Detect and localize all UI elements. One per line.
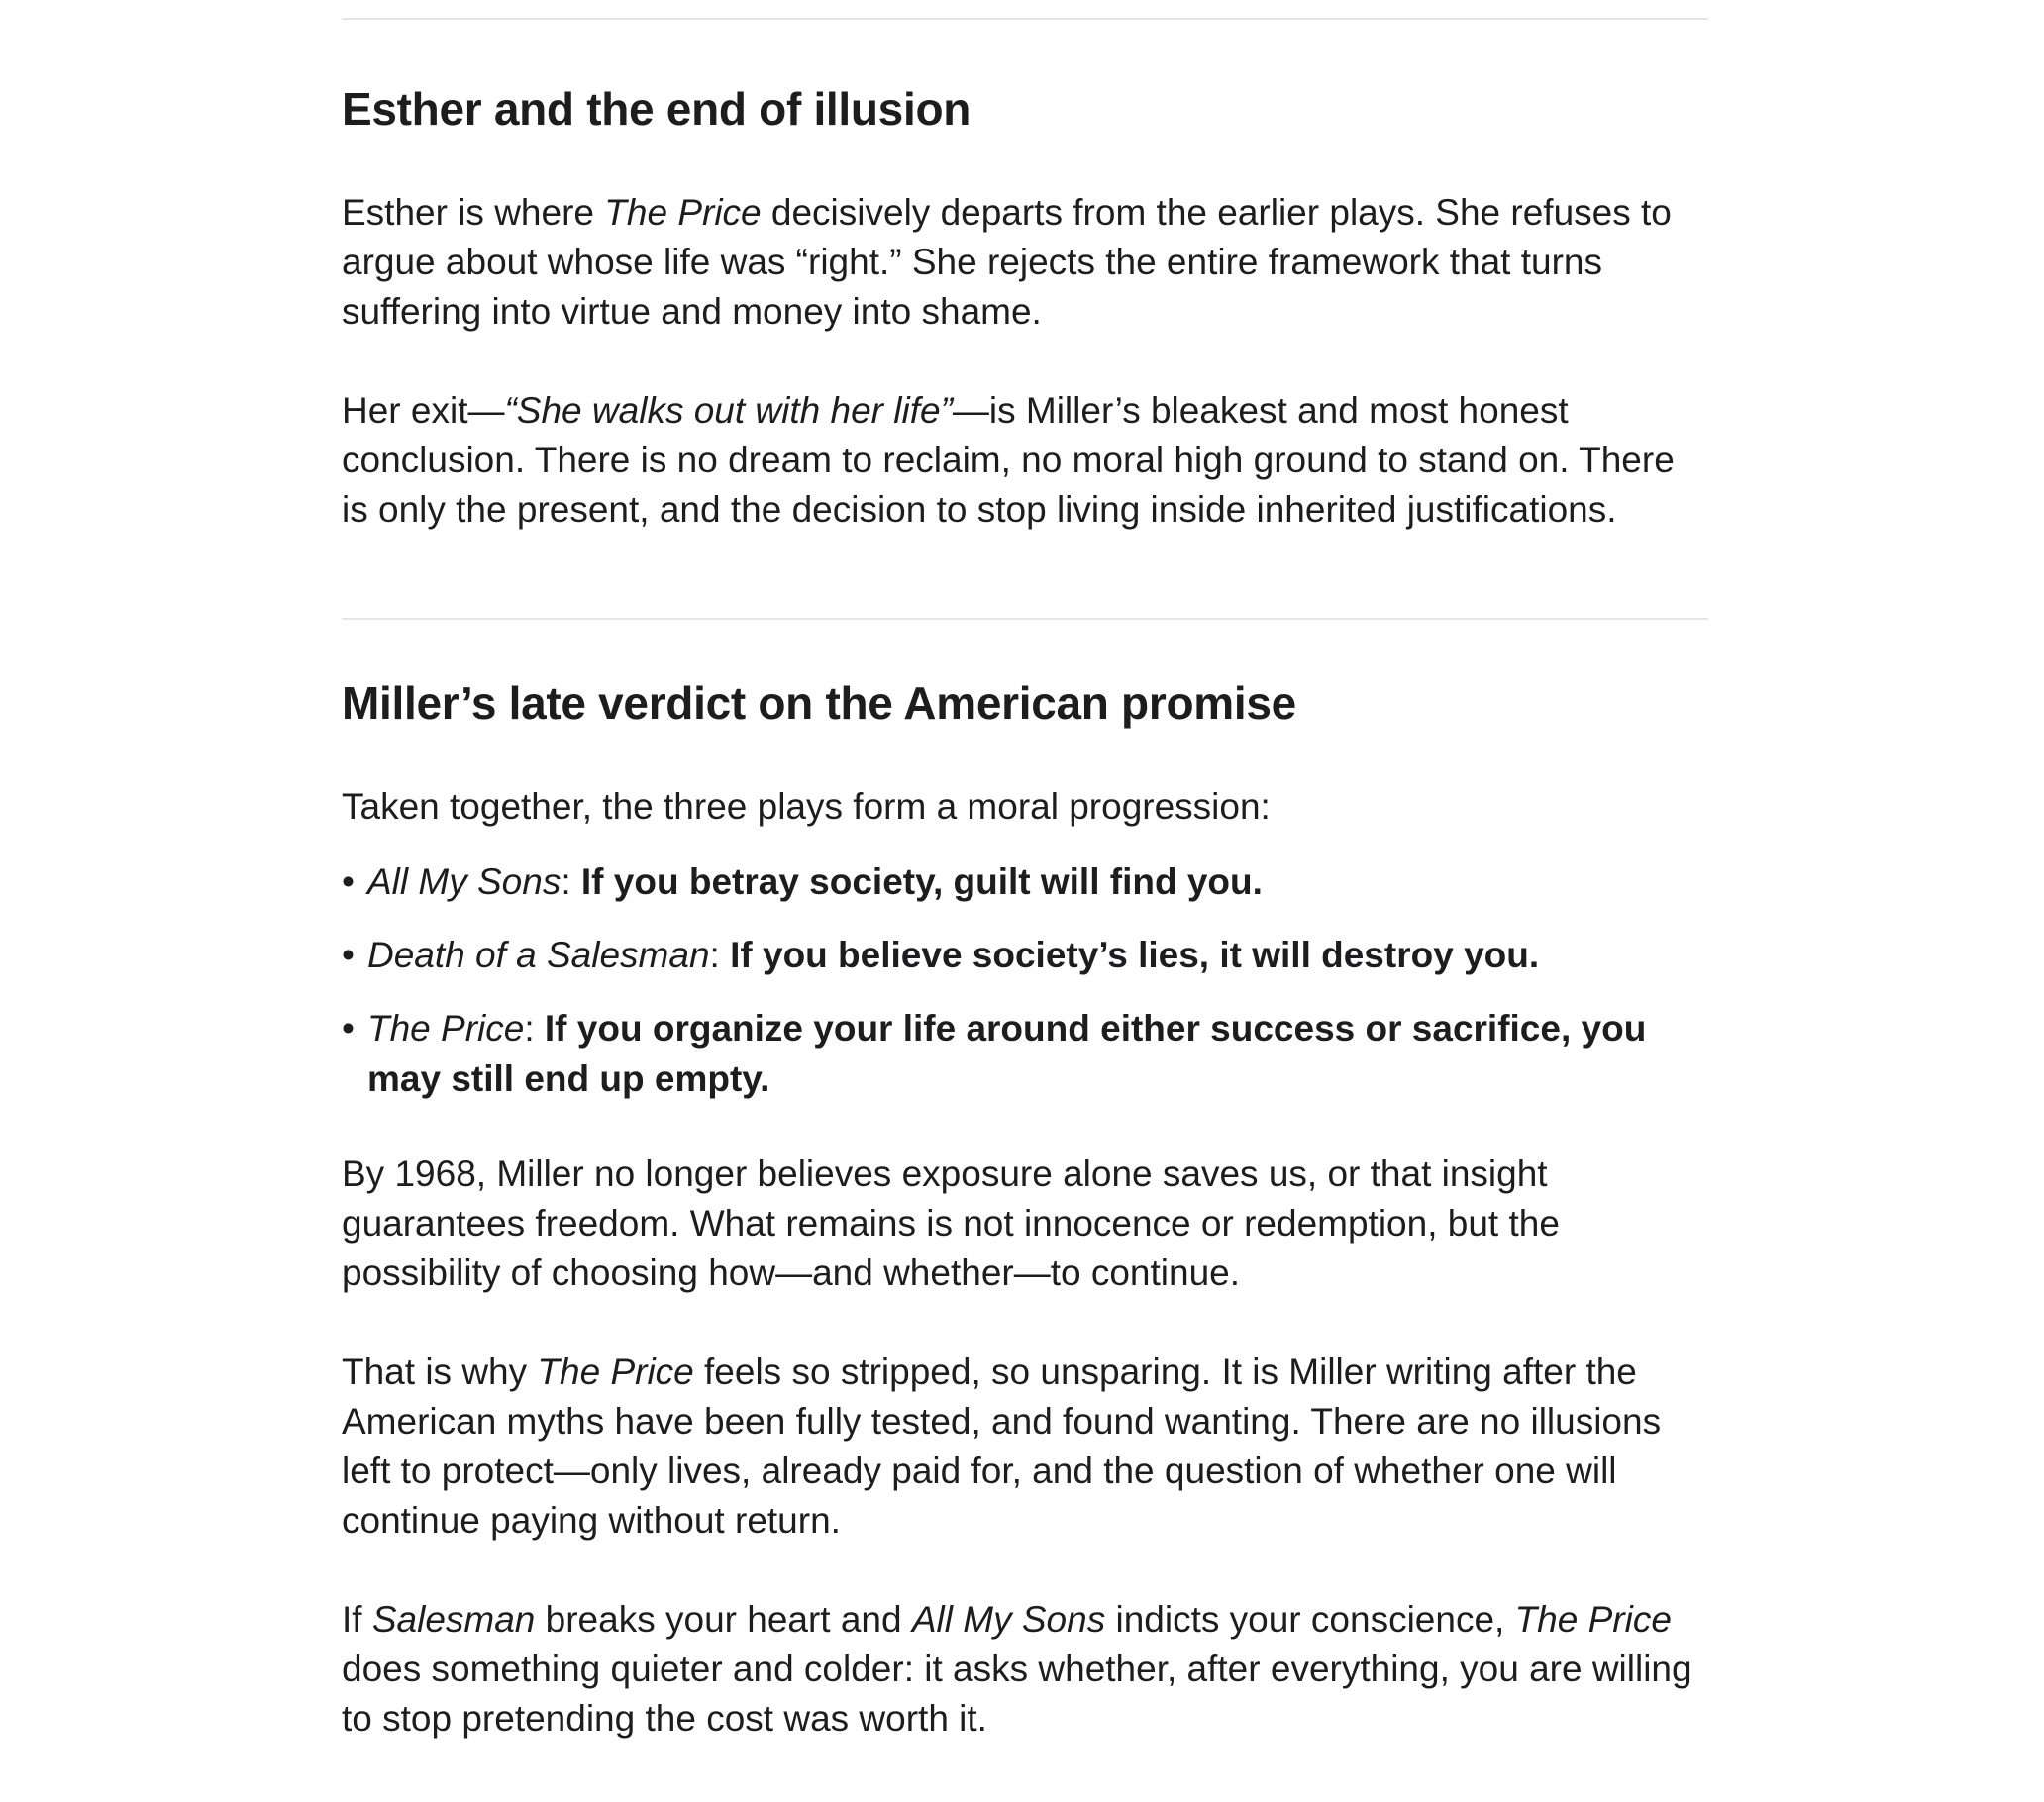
paragraph-conclusion [342, 1595, 1708, 1744]
play-title: The Price [1514, 1599, 1672, 1640]
bullet-icon: • [342, 861, 355, 902]
text-run: That is why [342, 1352, 538, 1392]
text-run: If [342, 1599, 372, 1640]
play-title: The Price [604, 192, 762, 233]
text-run: Esther is where [342, 192, 605, 233]
separator: : [524, 1008, 545, 1049]
play-title: The Price [537, 1352, 694, 1392]
bullet-icon: • [342, 935, 355, 975]
verdict: If you believe society’s lies, it will destroy you. [730, 935, 1540, 975]
play-title: All My Sons [911, 1599, 1106, 1640]
play-title: All My Sons [367, 861, 562, 902]
paragraph-intro: Taken together, the three plays form a moral progression: [342, 786, 1271, 827]
play-title: Salesman [371, 1599, 536, 1640]
separator: : [561, 861, 581, 902]
play-title: The Price [367, 1008, 525, 1049]
paragraph-esther-1 [342, 188, 1708, 337]
list-item [342, 930, 1708, 980]
verdict: If you organize your life around either success or sacrifice, you may still end up empty. [367, 1008, 1647, 1099]
separator: : [709, 935, 731, 975]
text-run: Her exit— [342, 390, 505, 431]
divider-top [342, 18, 1708, 20]
paragraph-1968: By 1968, Miller no longer believes exposure alone saves us, or that insight guarantees freedom. What remains is not innocence or redemption, but the possibility of choosing how—and whether—to continue. [342, 1153, 1560, 1293]
paragraph-why [342, 1348, 1708, 1546]
play-title: Death of a Salesman [367, 935, 710, 975]
divider-middle [342, 618, 1708, 620]
quote: “She walks out with her life” [504, 390, 953, 431]
text-run: feels so stripped, so unsparing. It is Miller writing after the American myths have been fully tested, and found wanting. There are no illusions left to protect—only lives, already paid for, and the question of whether one will continue paying without return. [342, 1352, 1662, 1541]
verdict: If you betray society, guilt will find you. [580, 861, 1263, 902]
text-run: breaks your heart and [535, 1599, 912, 1640]
text-run: does something quieter and colder: it asks whether, after everything, you are willing to stop pretending the cost was worth it. [342, 1649, 1692, 1739]
text-run: indicts your conscience, [1105, 1599, 1515, 1640]
text-run: decisively departs from the earlier plays. She refuses to argue about whose life was “right.” She rejects the entire framework that turns suffering into virtue and money into shame. [342, 192, 1672, 332]
list-item [342, 856, 1708, 907]
plays-list [342, 856, 1708, 1104]
paragraph-esther-2 [342, 386, 1708, 535]
section-heading-verdict: Miller’s late verdict on the American promise [342, 677, 1296, 729]
bullet-icon: • [342, 1008, 355, 1049]
text-run: —is Miller’s bleakest and most honest conclusion. There is no dream to reclaim, no moral high ground to stand on. There is only the present, and the decision to stop living inside inherited justifications. [342, 390, 1675, 530]
list-item [342, 1003, 1708, 1104]
section-heading-esther: Esther and the end of illusion [342, 83, 971, 135]
article [342, 0, 1708, 1744]
